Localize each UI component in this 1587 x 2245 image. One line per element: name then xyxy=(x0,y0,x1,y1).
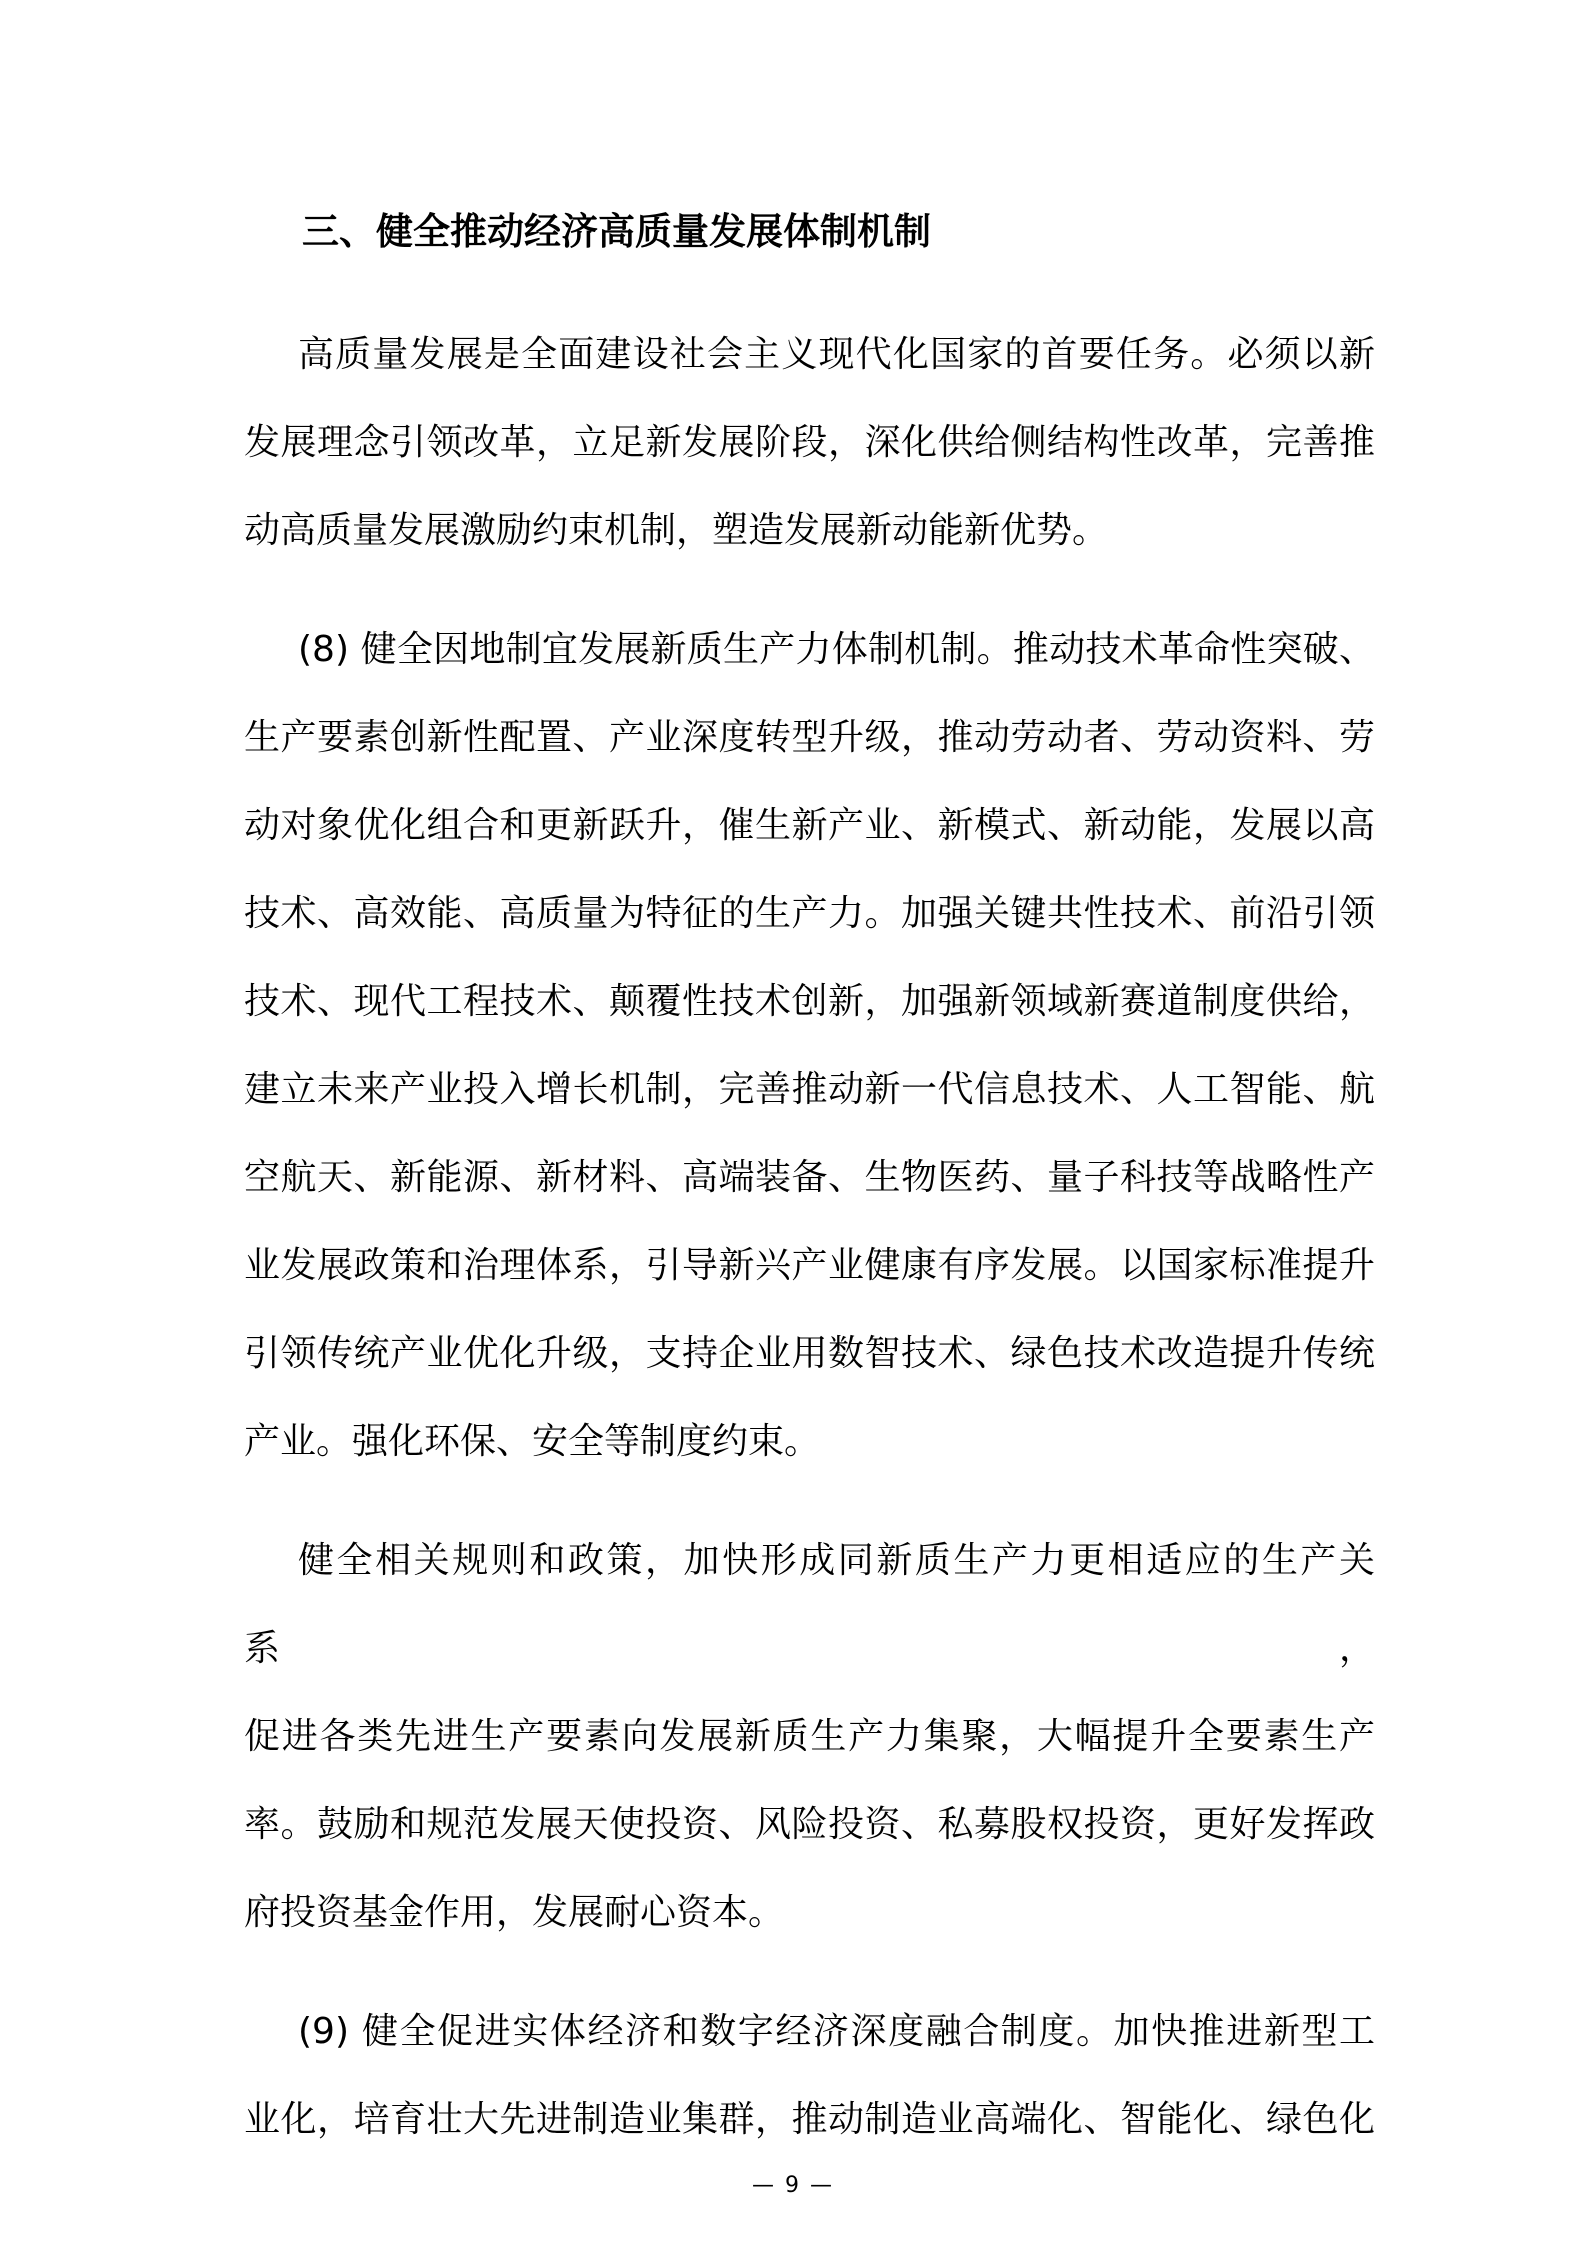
page-number: — 9 — xyxy=(752,2173,834,2198)
text-line: 技术、现代工程技术、颠覆性技术创新，加强新领域新赛道制度供给， xyxy=(244,981,1375,1022)
paragraph xyxy=(244,311,1375,575)
document-body xyxy=(244,311,1375,2164)
paragraph xyxy=(244,1517,1375,1957)
text-line: 建立未来产业投入增长机制，完善推动新一代信息技术、人工智能、航 xyxy=(244,1069,1375,1110)
text-line: (8) 健全因地制宜发展新质生产力体制机制。推动技术革命性突破、 xyxy=(298,629,1375,670)
text-line: 动对象优化组合和更新跃升，催生新产业、新模式、新动能，发展以高 xyxy=(244,805,1375,846)
paragraph xyxy=(244,606,1375,1486)
text-line: 技术、高效能、高质量为特征的生产力。加强关键共性技术、前沿引领 xyxy=(244,893,1375,934)
text-line: 健全相关规则和政策，加快形成同新质生产力更相适应的生产关系， xyxy=(244,1540,1375,1669)
text-line: (9) 健全促进实体经济和数字经济深度融合制度。加快推进新型工 xyxy=(298,2011,1375,2052)
text-line: 高质量发展是全面建设社会主义现代化国家的首要任务。必须以新 xyxy=(298,334,1375,375)
section-heading: 三、健全推动经济高质量发展体制机制 xyxy=(302,210,931,253)
text-line: 生产要素创新性配置、产业深度转型升级，推动劳动者、劳动资料、劳 xyxy=(244,717,1375,758)
text-line: 引领传统产业优化升级，支持企业用数智技术、绿色技术改造提升传统 xyxy=(244,1333,1375,1374)
text-line: 率。鼓励和规范发展天使投资、风险投资、私募股权投资，更好发挥政 xyxy=(244,1804,1375,1845)
text-line: 业发展政策和治理体系，引导新兴产业健康有序发展。以国家标准提升 xyxy=(244,1245,1375,1286)
text-line: 促进各类先进生产要素向发展新质生产力集聚，大幅提升全要素生产 xyxy=(244,1716,1375,1757)
text-line: 业化，培育壮大先进制造业集群，推动制造业高端化、智能化、绿色化 xyxy=(244,2099,1375,2140)
text-line: 产业。强化环保、安全等制度约束。 xyxy=(244,1421,821,1462)
text-line: 空航天、新能源、新材料、高端装备、生物医药、量子科技等战略性产 xyxy=(244,1157,1375,1198)
text-line: 发展理念引领改革，立足新发展阶段，深化供给侧结构性改革，完善推 xyxy=(244,422,1375,463)
text-line: 动高质量发展激励约束机制，塑造发展新动能新优势。 xyxy=(244,510,1109,551)
paragraph xyxy=(244,1988,1375,2164)
text-line: 府投资基金作用，发展耐心资本。 xyxy=(244,1892,785,1933)
